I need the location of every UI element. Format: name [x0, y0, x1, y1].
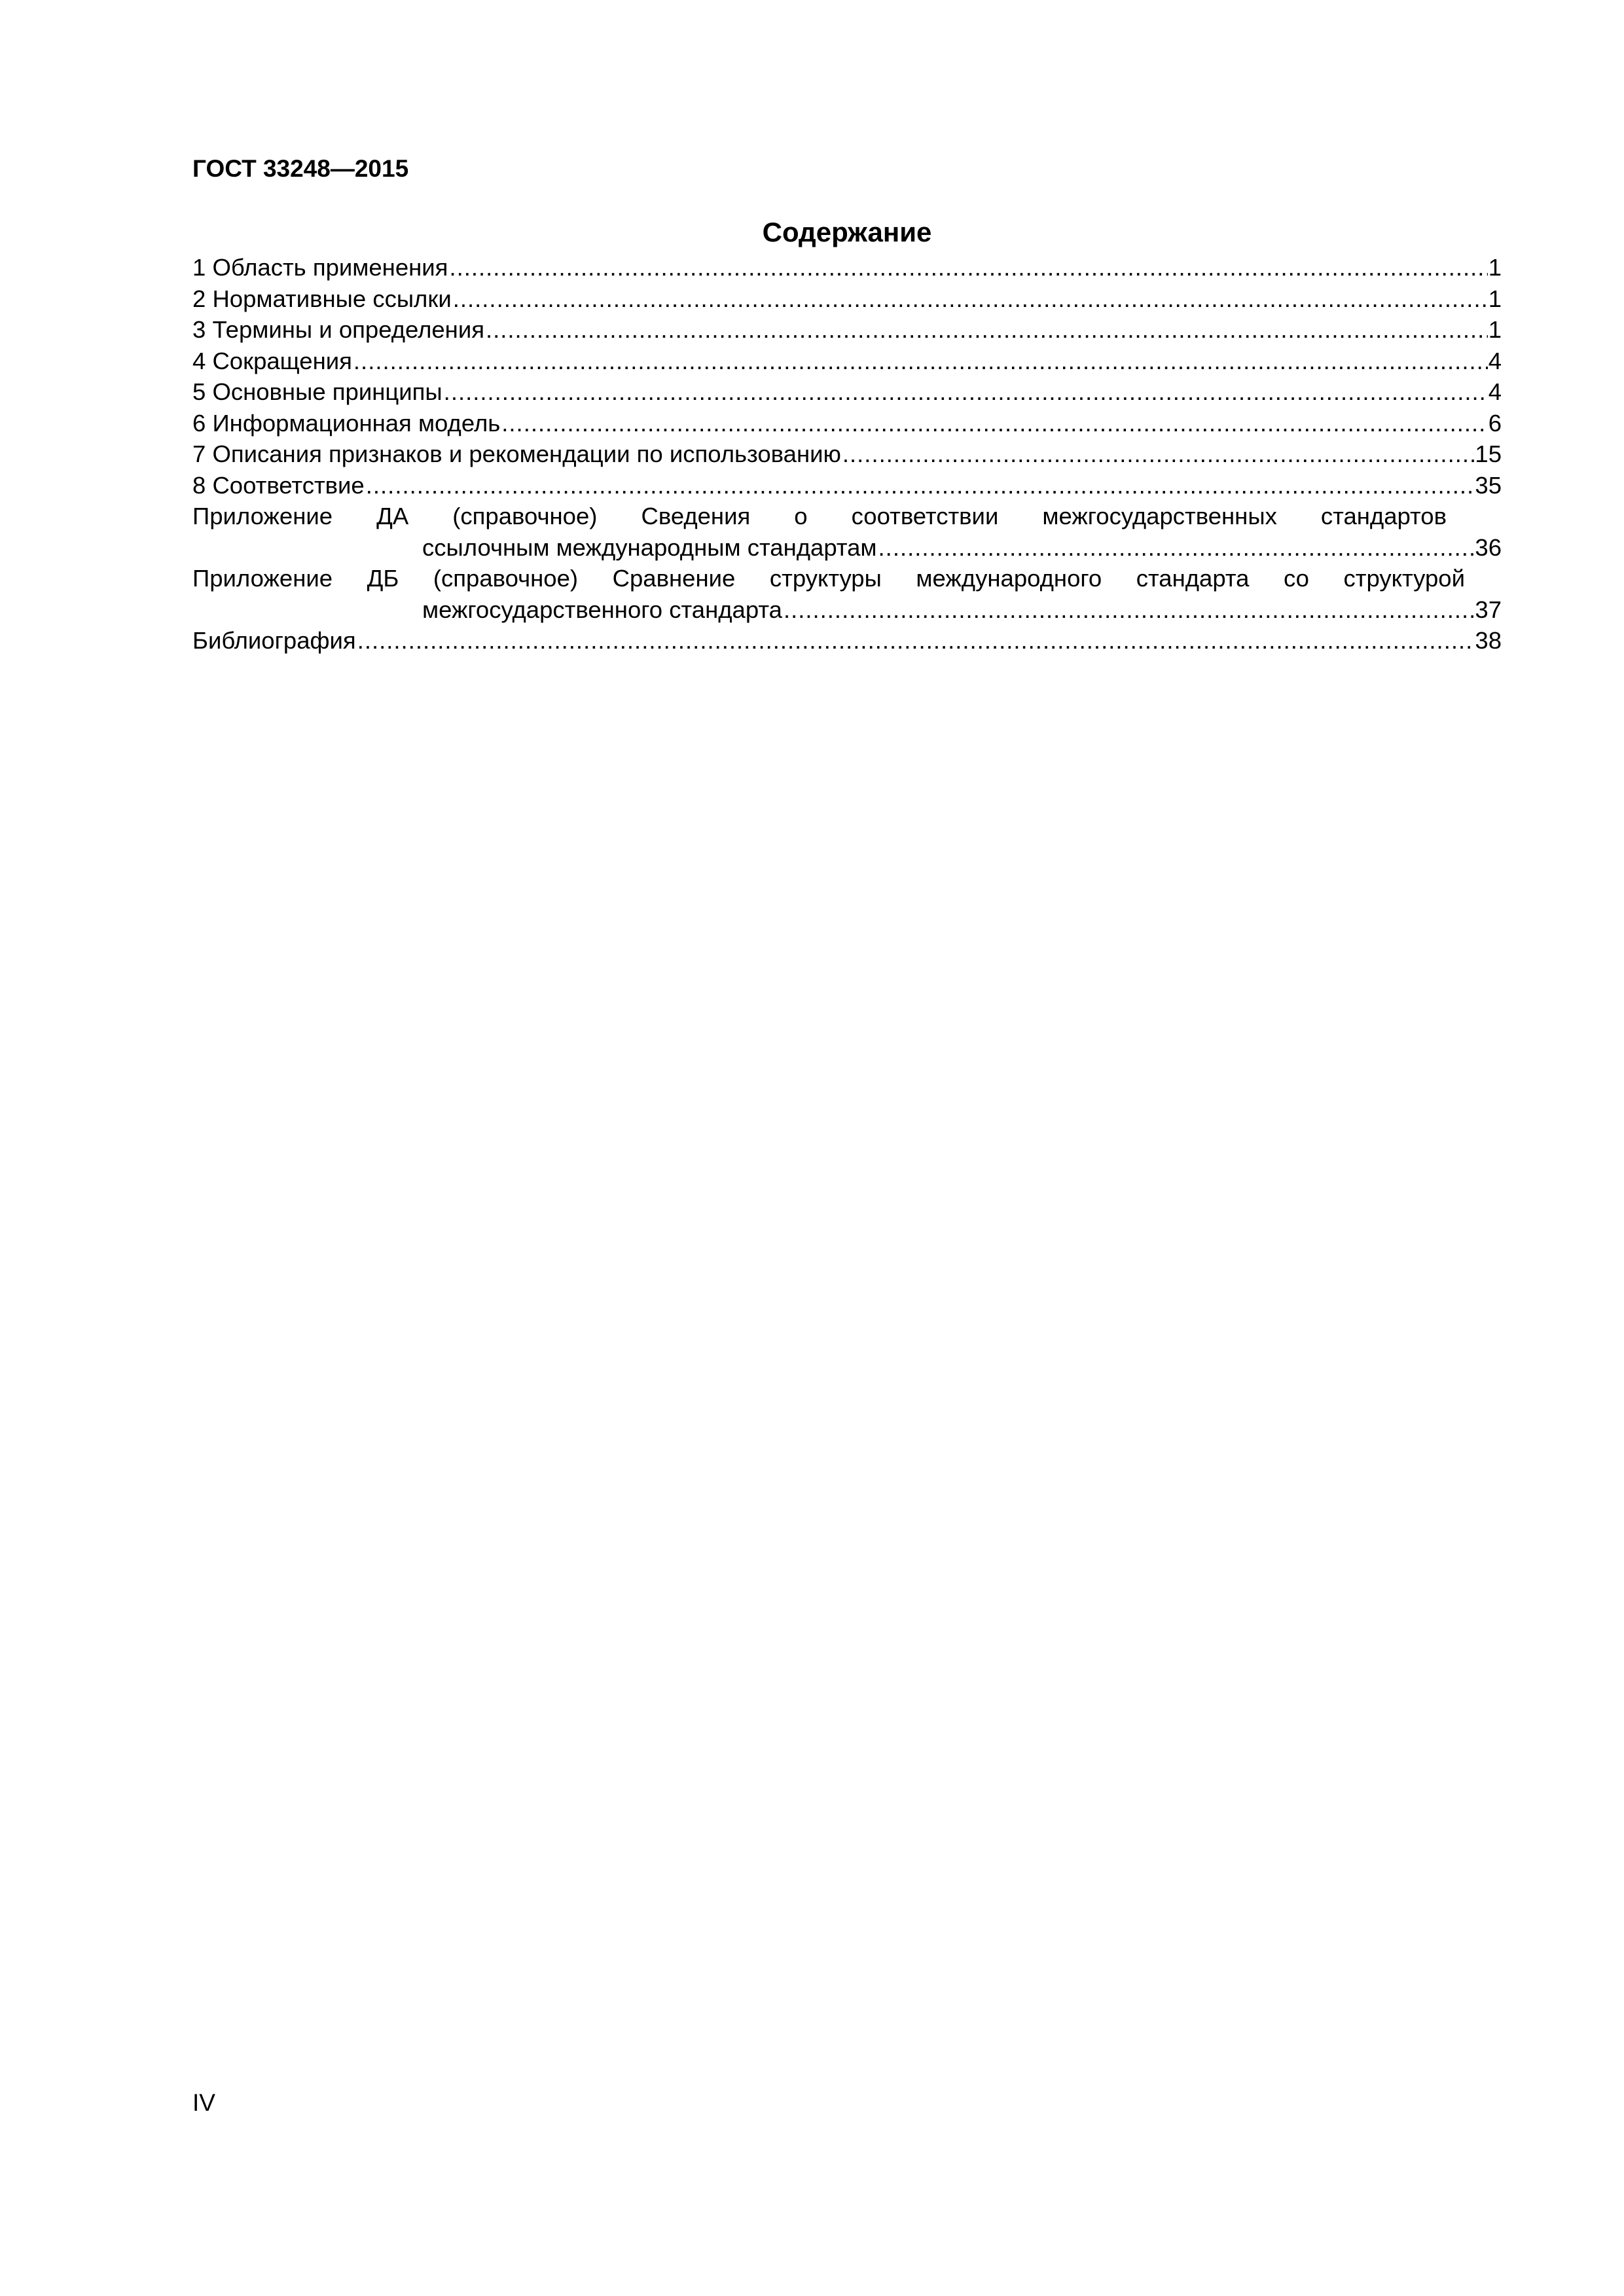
- toc-leader-dots: [784, 594, 1474, 626]
- toc-leader-dots: [357, 625, 1475, 656]
- toc-leader-dots: [353, 346, 1488, 377]
- toc-entry-line2: [192, 594, 1502, 626]
- toc-entry-8[interactable]: [192, 470, 1502, 501]
- toc-leader-dots: [878, 532, 1475, 564]
- toc-entry-bibliography[interactable]: [192, 625, 1502, 656]
- toc-entry-label: 8 Соответствие: [192, 471, 365, 499]
- toc-entry-appendix-da[interactable]: [192, 501, 1502, 563]
- toc-entry-4[interactable]: [192, 346, 1502, 377]
- document-id: ГОСТ 33248—2015: [192, 155, 409, 182]
- toc-entry-page: 15: [1475, 440, 1502, 467]
- toc-entry-label-line2: межгосударственного стандарта: [422, 596, 782, 623]
- toc-entry-page: 38: [1475, 627, 1502, 654]
- toc-entry-label-line1: Приложение ДА (справочное) Сведения о соответствии межгосударственных стандартов: [192, 503, 1447, 529]
- toc-leader-dots: [501, 408, 1487, 439]
- toc-entry-page: 4: [1488, 347, 1502, 374]
- toc-entry-label: Библиография: [192, 627, 356, 654]
- toc-entry-page: 36: [1475, 533, 1502, 561]
- toc-entry-page: 37: [1475, 596, 1502, 623]
- toc-entry-appendix-db[interactable]: [192, 563, 1502, 625]
- toc-entry-2[interactable]: [192, 283, 1502, 315]
- toc-entry-label-line1: Приложение ДБ (справочное) Сравнение структуры международного стандарта со структурой: [192, 565, 1465, 592]
- toc-entry-label: 1 Область применения: [192, 254, 448, 281]
- toc-entry-label: 2 Нормативные ссылки: [192, 285, 452, 312]
- toc-leader-dots: [486, 314, 1488, 346]
- toc-entry-page: 1: [1488, 285, 1502, 312]
- toc-leader-dots: [449, 252, 1487, 283]
- toc-entry-page: 4: [1488, 378, 1502, 405]
- page-number: IV: [192, 2089, 215, 2116]
- toc-entry-page: 35: [1475, 471, 1502, 499]
- toc-entry-page: 1: [1488, 254, 1502, 281]
- toc-leader-dots: [453, 283, 1488, 315]
- toc-entry-label: 5 Основные принципы: [192, 378, 442, 405]
- toc-leader-dots: [366, 470, 1475, 501]
- toc-entry-label-line2: ссылочным международным стандартам: [422, 533, 877, 561]
- toc-entry-page: 6: [1488, 409, 1502, 437]
- table-of-contents: [192, 252, 1502, 656]
- toc-entry-6[interactable]: [192, 408, 1502, 439]
- toc-entry-7[interactable]: [192, 439, 1502, 470]
- toc-entry-1[interactable]: [192, 252, 1502, 283]
- toc-entry-label: 4 Сокращения: [192, 347, 352, 374]
- toc-entry-page: 1: [1488, 316, 1502, 343]
- toc-leader-dots: [842, 439, 1475, 470]
- toc-entry-5[interactable]: [192, 376, 1502, 408]
- toc-title: Содержание: [762, 217, 932, 247]
- toc-entry-label: 3 Термины и определения: [192, 316, 484, 343]
- toc-entry-line2: [192, 532, 1502, 564]
- toc-entry-label: 7 Описания признаков и рекомендации по использованию: [192, 440, 841, 467]
- toc-entry-3[interactable]: [192, 314, 1502, 346]
- toc-entry-label: 6 Информационная модель: [192, 409, 501, 437]
- toc-leader-dots: [444, 376, 1488, 408]
